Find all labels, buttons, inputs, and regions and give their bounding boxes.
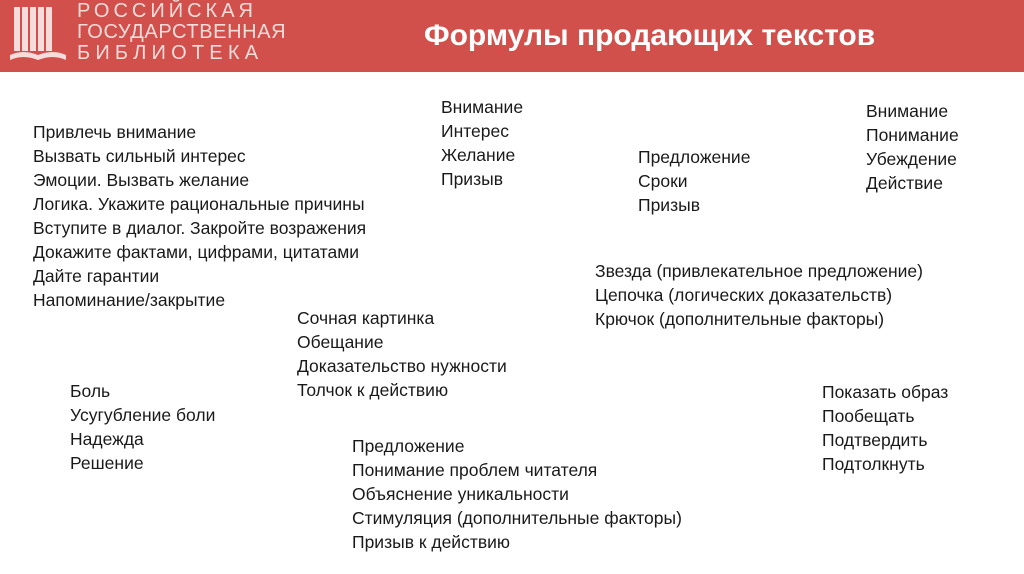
library-logo-icon	[8, 5, 68, 67]
formula-line: Докажите фактами, цифрами, цитатами	[33, 242, 360, 262]
formula-line: Сроки	[638, 171, 688, 191]
formula-line: Объяснение уникальности	[352, 484, 569, 504]
formula-line: Показать образ	[822, 382, 949, 402]
formula-line: Действие	[866, 173, 943, 193]
formula-line: Надежда	[70, 429, 144, 449]
formula-block	[595, 259, 923, 331]
page-title: Формулы продающих текстов	[424, 19, 876, 52]
formula-line: Вызвать сильный интерес	[33, 146, 246, 166]
formula-line: Внимание	[441, 97, 524, 117]
formula-line: Эмоции. Вызвать желание	[33, 170, 250, 190]
formula-line: Боль	[70, 381, 111, 401]
formula-block	[441, 95, 523, 191]
formula-line: Стимуляция (дополнительные факторы)	[352, 508, 682, 528]
formula-line: Звезда (привлекательное предложение)	[595, 261, 923, 281]
library-name-line: БИБЛИОТЕКА	[77, 42, 264, 64]
formula-line: Интерес	[441, 121, 510, 141]
formula-line: Понимание проблем читателя	[352, 460, 598, 480]
formula-line: Логика. Укажите рациональные причины	[33, 194, 365, 214]
formula-line: Сочная картинка	[297, 308, 435, 328]
formula-line: Обещание	[297, 332, 384, 352]
formula-block	[70, 379, 215, 475]
formula-line: Пообещать	[822, 406, 915, 426]
formula-line: Крючок (дополнительные факторы)	[595, 309, 885, 329]
formula-line: Призыв	[638, 195, 700, 215]
header-bar	[0, 0, 1024, 72]
formula-line: Вступите в диалог. Закройте возражения	[33, 218, 367, 238]
formula-line: Убеждение	[866, 149, 957, 169]
formula-line: Предложение	[638, 147, 751, 167]
formula-line: Усугубление боли	[70, 405, 216, 425]
formula-line: Привлечь внимание	[33, 122, 197, 142]
formula-line: Толчок к действию	[297, 380, 449, 400]
formula-line: Призыв к действию	[352, 532, 511, 552]
formula-line: Цепочка (логических доказательств)	[595, 285, 893, 305]
formula-line: Доказательство нужности	[297, 356, 507, 376]
formula-block	[33, 120, 366, 312]
formula-line: Желание	[441, 145, 516, 165]
formula-line: Предложение	[352, 436, 465, 456]
formula-line: Призыв	[441, 169, 503, 189]
library-name-line: РОССИЙСКАЯ	[77, 0, 257, 22]
formula-block	[638, 145, 750, 217]
formula-line: Дайте гарантии	[33, 266, 160, 286]
formula-block	[866, 99, 959, 195]
formula-line: Подтвердить	[822, 430, 928, 450]
formula-line: Подтолкнуть	[822, 454, 925, 474]
formula-line: Решение	[70, 453, 144, 473]
library-name-line: ГОСУДАРСТВЕННАЯ	[77, 21, 287, 43]
formula-block	[822, 380, 948, 476]
formula-line: Понимание	[866, 125, 959, 145]
formula-line: Напоминание/закрытие	[33, 290, 226, 310]
library-name	[77, 1, 286, 64]
formula-block	[352, 434, 682, 554]
formula-block	[297, 306, 507, 402]
formula-line: Внимание	[866, 101, 949, 121]
